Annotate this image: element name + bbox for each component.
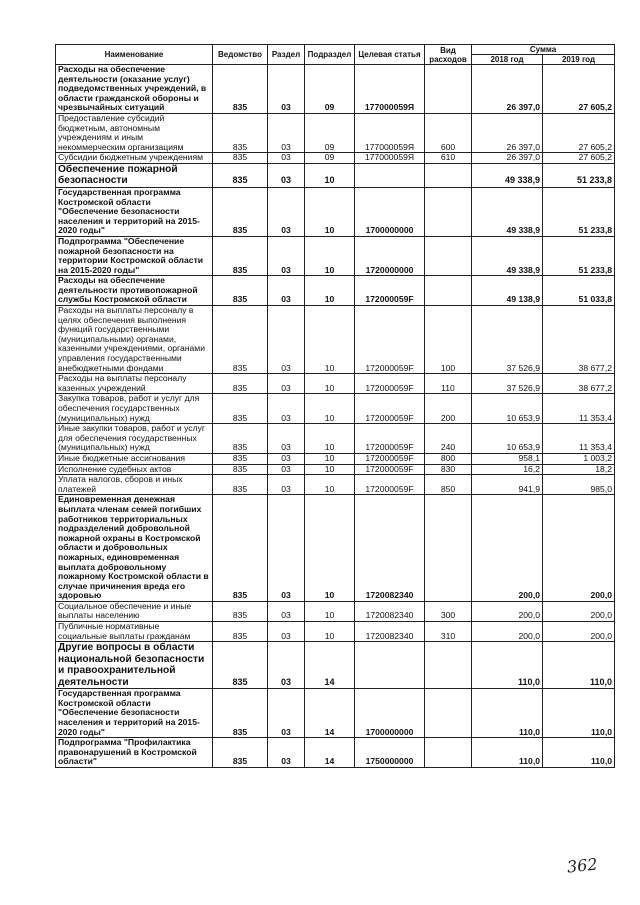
row-target: 172000059F: [355, 276, 425, 306]
row-sum-2019: 200,0: [543, 601, 615, 621]
row-section: 03: [268, 113, 305, 152]
row-sum-2019: 110,0: [543, 642, 615, 689]
row-sum-2018: 16,2: [472, 464, 543, 475]
row-section: 03: [268, 236, 305, 275]
row-exptype: 300: [425, 601, 472, 621]
table-row: [56, 163, 615, 187]
row-sum-2019: 200,0: [543, 622, 615, 642]
row-target: 172000059F: [355, 464, 425, 475]
row-name: Государственная программа Костромской области "Обеспечение безопасности населения и территорий на 2015-2020 годы": [56, 187, 213, 236]
row-dept: 835: [213, 475, 268, 495]
table-row: [56, 187, 615, 236]
row-sum-2018: 110,0: [472, 689, 543, 738]
row-target: 172000059F: [355, 475, 425, 495]
header-exptype: Вид расходов: [425, 45, 472, 65]
row-sum-2018: 958,1: [472, 453, 543, 464]
row-subsection: 10: [305, 276, 355, 306]
row-subsection: 14: [305, 738, 355, 768]
table-row: [56, 495, 615, 602]
row-subsection: 10: [305, 374, 355, 394]
row-exptype: 310: [425, 622, 472, 642]
table-row: [56, 374, 615, 394]
row-dept: 835: [213, 374, 268, 394]
row-name: Другие вопросы в области национальной безопасности и правоохранительной деятельности: [56, 642, 213, 689]
row-target: 1720082340: [355, 601, 425, 621]
row-sum-2019: 1 003,2: [543, 453, 615, 464]
table-row: [56, 113, 615, 152]
header-sum: Сумма: [472, 45, 615, 55]
row-dept: 835: [213, 453, 268, 464]
table-row: [56, 306, 615, 374]
row-target: 177000059Я: [355, 153, 425, 164]
row-name: Субсидии бюджетным учреждениям: [56, 153, 213, 164]
row-sum-2018: 49 138,9: [472, 276, 543, 306]
row-target: 1720082340: [355, 495, 425, 602]
row-exptype: [425, 642, 472, 689]
row-dept: 835: [213, 65, 268, 114]
row-target: [355, 163, 425, 187]
row-exptype: 200: [425, 394, 472, 424]
row-dept: 835: [213, 236, 268, 275]
row-target: 172000059F: [355, 424, 425, 454]
header-dept: Ведомство: [213, 45, 268, 65]
row-exptype: 240: [425, 424, 472, 454]
row-target: 177000059Я: [355, 113, 425, 152]
row-exptype: 100: [425, 306, 472, 374]
row-target: 172000059F: [355, 306, 425, 374]
row-subsection: 10: [305, 453, 355, 464]
row-dept: 835: [213, 495, 268, 602]
row-dept: 835: [213, 738, 268, 768]
row-target: 1700000000: [355, 187, 425, 236]
table-row: [56, 453, 615, 464]
header-section: Раздел: [268, 45, 305, 65]
row-dept: 835: [213, 689, 268, 738]
row-section: 03: [268, 306, 305, 374]
row-target: [355, 642, 425, 689]
row-target: 1700000000: [355, 689, 425, 738]
row-target: 1720000000: [355, 236, 425, 275]
row-name: Единовременная денежная выплата членам семей погибших работников территориальных подразделений добровольной пожарной охраны в Костромской области и добровольных пожарных, единовременная выплата добровольному пожарному Костромской области в случае причинения вреда его здоровью: [56, 495, 213, 602]
row-exptype: [425, 187, 472, 236]
row-sum-2018: 200,0: [472, 622, 543, 642]
row-sum-2018: 200,0: [472, 601, 543, 621]
row-sum-2018: 200,0: [472, 495, 543, 602]
row-subsection: 14: [305, 642, 355, 689]
row-dept: 835: [213, 153, 268, 164]
row-subsection: 10: [305, 424, 355, 454]
row-section: 03: [268, 601, 305, 621]
row-subsection: 14: [305, 689, 355, 738]
table-row: [56, 464, 615, 475]
row-name: Публичные нормативные социальные выплаты гражданам: [56, 622, 213, 642]
row-subsection: 10: [305, 601, 355, 621]
table-row: [56, 276, 615, 306]
row-target: 1720082340: [355, 622, 425, 642]
table-row: [56, 153, 615, 164]
row-sum-2018: 37 526,9: [472, 374, 543, 394]
row-name: Социальное обеспечение и иные выплаты населению: [56, 601, 213, 621]
row-section: 03: [268, 424, 305, 454]
row-sum-2019: 51 233,8: [543, 163, 615, 187]
row-name: Подпрограмма "Профилактика правонарушений в Костромской области": [56, 738, 213, 768]
row-subsection: 10: [305, 475, 355, 495]
row-sum-2019: 38 677,2: [543, 374, 615, 394]
row-sum-2018: 110,0: [472, 642, 543, 689]
table-row: [56, 622, 615, 642]
row-name: Предоставление субсидий бюджетным, автономным учреждениям и иным некоммерческим организациям: [56, 113, 213, 152]
row-sum-2018: 26 397,0: [472, 65, 543, 114]
row-subsection: 09: [305, 153, 355, 164]
row-sum-2019: 110,0: [543, 689, 615, 738]
table-body: [56, 65, 615, 768]
row-sum-2019: 51 033,8: [543, 276, 615, 306]
row-dept: 835: [213, 113, 268, 152]
row-section: 03: [268, 394, 305, 424]
row-name: Уплата налогов, сборов и иных платежей: [56, 475, 213, 495]
table-row: [56, 738, 615, 768]
row-dept: 835: [213, 642, 268, 689]
row-exptype: [425, 738, 472, 768]
row-target: 172000059F: [355, 394, 425, 424]
row-section: 03: [268, 374, 305, 394]
row-sum-2018: 941,9: [472, 475, 543, 495]
row-sum-2019: 18,2: [543, 464, 615, 475]
row-subsection: 10: [305, 306, 355, 374]
row-target: 177000059Я: [355, 65, 425, 114]
row-name: Подпрограмма "Обеспечение пожарной безопасности на территории Костромской области на 2015-2020 годы": [56, 236, 213, 275]
row-subsection: 09: [305, 113, 355, 152]
row-section: 03: [268, 187, 305, 236]
row-sum-2018: 26 397,0: [472, 153, 543, 164]
row-section: 03: [268, 495, 305, 602]
row-subsection: 10: [305, 187, 355, 236]
row-section: 03: [268, 738, 305, 768]
row-section: 03: [268, 276, 305, 306]
row-sum-2018: 49 338,9: [472, 163, 543, 187]
row-subsection: 10: [305, 163, 355, 187]
row-section: 03: [268, 642, 305, 689]
row-section: 03: [268, 689, 305, 738]
table-row: [56, 65, 615, 114]
row-name: Расходы на обеспечение деятельности противопожарной службы Костромской области: [56, 276, 213, 306]
row-target: 1750000000: [355, 738, 425, 768]
row-name: Расходы на выплаты персоналу казенных учреждений: [56, 374, 213, 394]
table-row: [56, 601, 615, 621]
row-subsection: 10: [305, 394, 355, 424]
row-exptype: 610: [425, 153, 472, 164]
row-section: 03: [268, 153, 305, 164]
row-exptype: 600: [425, 113, 472, 152]
row-exptype: 830: [425, 464, 472, 475]
row-dept: 835: [213, 187, 268, 236]
table-row: [56, 689, 615, 738]
row-sum-2019: 27 605,2: [543, 113, 615, 152]
table-header: [56, 45, 615, 65]
row-sum-2019: 27 605,2: [543, 65, 615, 114]
row-section: 03: [268, 464, 305, 475]
row-subsection: 09: [305, 65, 355, 114]
row-dept: 835: [213, 601, 268, 621]
header-subsection: Подраздел: [305, 45, 355, 65]
row-name: Исполнение судебных актов: [56, 464, 213, 475]
row-name: Закупка товаров, работ и услуг для обеспечения государственных (муниципальных) нужд: [56, 394, 213, 424]
row-section: 03: [268, 453, 305, 464]
row-sum-2019: 985,0: [543, 475, 615, 495]
row-name: Обеспечение пожарной безопасности: [56, 163, 213, 187]
row-dept: 835: [213, 464, 268, 475]
row-section: 03: [268, 622, 305, 642]
row-name: Расходы на обеспечение деятельности (оказание услуг) подведомственных учреждений, в области гражданской обороны и чрезвычайных ситуаций: [56, 65, 213, 114]
row-section: 03: [268, 475, 305, 495]
row-exptype: 800: [425, 453, 472, 464]
row-exptype: [425, 65, 472, 114]
row-sum-2019: 200,0: [543, 495, 615, 602]
header-target: Целевая статья: [355, 45, 425, 65]
budget-table: [55, 44, 615, 768]
row-name: Расходы на выплаты персоналу в целях обеспечения выполнения функций государственными (муниципальными) органами, казенными учреждениями, органами управления государственными внебюджетными фондами: [56, 306, 213, 374]
row-sum-2018: 49 338,9: [472, 187, 543, 236]
row-sum-2018: 110,0: [472, 738, 543, 768]
row-sum-2018: 26 397,0: [472, 113, 543, 152]
row-name: Иные закупки товаров, работ и услуг для обеспечения государственных (муниципальных) нужд: [56, 424, 213, 454]
row-dept: 835: [213, 163, 268, 187]
row-dept: 835: [213, 622, 268, 642]
row-dept: 835: [213, 394, 268, 424]
row-name: Государственная программа Костромской области "Обеспечение безопасности населения и территорий на 2015-2020 годы": [56, 689, 213, 738]
row-sum-2018: 10 653,9: [472, 424, 543, 454]
header-year-2019: 2019 год: [543, 55, 615, 65]
row-sum-2018: 37 526,9: [472, 306, 543, 374]
row-sum-2018: 10 653,9: [472, 394, 543, 424]
row-exptype: [425, 236, 472, 275]
table-row: [56, 424, 615, 454]
row-sum-2019: 51 233,8: [543, 236, 615, 275]
row-subsection: 10: [305, 236, 355, 275]
header-name: Наименование: [56, 45, 213, 65]
row-exptype: [425, 495, 472, 602]
row-target: 172000059F: [355, 453, 425, 464]
row-exptype: [425, 276, 472, 306]
row-subsection: 10: [305, 622, 355, 642]
row-sum-2019: 38 677,2: [543, 306, 615, 374]
row-dept: 835: [213, 424, 268, 454]
row-sum-2019: 51 233,8: [543, 187, 615, 236]
table-row: [56, 475, 615, 495]
row-exptype: [425, 163, 472, 187]
row-exptype: 110: [425, 374, 472, 394]
table-row: [56, 236, 615, 275]
row-sum-2019: 110,0: [543, 738, 615, 768]
row-sum-2019: 27 605,2: [543, 153, 615, 164]
row-section: 03: [268, 163, 305, 187]
table-row: [56, 642, 615, 689]
row-dept: 835: [213, 306, 268, 374]
row-sum-2018: 49 338,9: [472, 236, 543, 275]
table-row: [56, 394, 615, 424]
row-subsection: 10: [305, 495, 355, 602]
row-target: 172000059F: [355, 374, 425, 394]
row-subsection: 10: [305, 464, 355, 475]
row-sum-2019: 11 353,4: [543, 394, 615, 424]
row-exptype: [425, 689, 472, 738]
header-year-2018: 2018 год: [472, 55, 543, 65]
row-section: 03: [268, 65, 305, 114]
row-sum-2019: 11 353,4: [543, 424, 615, 454]
row-exptype: 850: [425, 475, 472, 495]
page-number: 362: [566, 854, 599, 877]
row-name: Иные бюджетные ассигнования: [56, 453, 213, 464]
row-dept: 835: [213, 276, 268, 306]
